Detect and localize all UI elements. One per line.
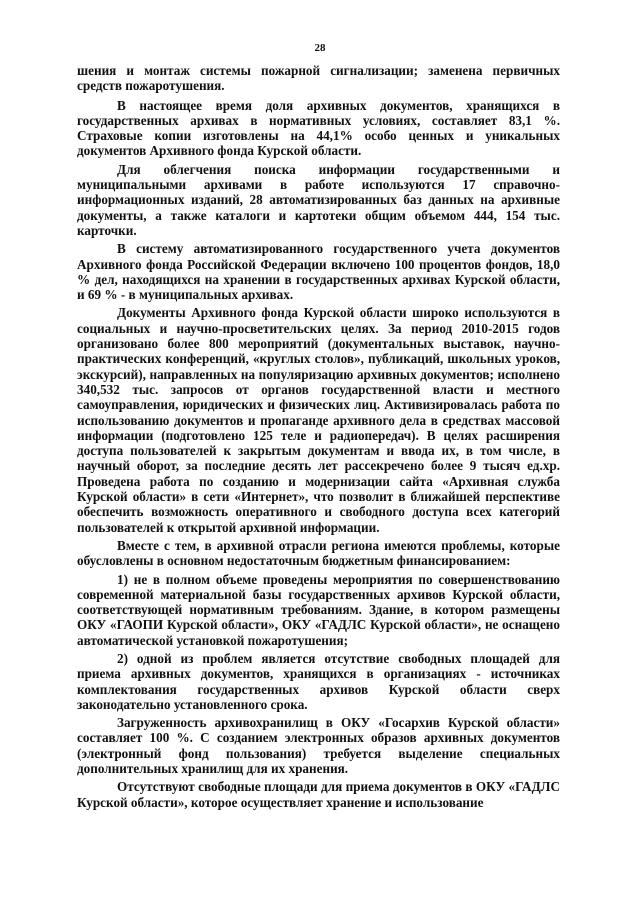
paragraph-automated-accounting: В систему автоматизированного государственного учета документов Архивного фонда Российской Федерации включено 100 процентов фондов, 18,0 % дел, находящихся на хранении в государственных архивах Курской области, и 69 % - в муниципальных архивах. xyxy=(77,241,560,303)
paragraph-document-usage: Документы Архивного фонда Курской области широко используются в социальных и научно-просветительских целях. За период 2010-2015 годов организовано более 800 мероприятий (документальных выставок, научно-практических конференций, «круглых столов», публикаций, школьных уроков, экскурсий), направленных на популяризацию архивных документов; исполнено 340,532 тыс. запросов от органов государственной власти и местного самоуправления, юридических и физических лиц. Активизировалась работа по использованию документов и пропаганде архивного дела в средствах массовой информации (подготовлено 125 теле и радиопередач). В целях расширения доступа пользователей к закрытым документам и ввода их, в том числе, в научный оборот, за последние десять лет рассекречено более 9 тысяч ед.хр. Проведена работа по созданию и модернизации сайта «Архивная служба Курской области» в сети «Интернет», что позволит в ближайшей перспективе обеспечить возможность оперативного и свободного доступа всех категорий пользователей к открытой архивной информации. xyxy=(77,305,560,535)
paragraph-problem-2: 2) одной из проблем является отсутствие свободных площадей для приема архивных документов, хранящихся в организациях - источниках комплектования государственных архивов Курской области сверх законодательно установленного срока. xyxy=(77,650,560,712)
paragraph-search-tools: Для облегчения поиска информации государственными и муниципальными архивами в работе используются 17 справочно-информационных изданий, 28 автоматизированных баз данных на архивные документы, а также каталоги и картотеки общим объемом 444, 154 тыс. карточки. xyxy=(77,161,560,238)
paragraph-problems-intro: Вместе с тем, в архивной отрасли региона имеются проблемы, которые обусловлены в основном недостаточным бюджетным финансированием: xyxy=(77,537,560,569)
document-body xyxy=(77,63,560,813)
page-number: 28 xyxy=(314,42,326,54)
paragraph-problem-1: 1) не в полном объеме проведены мероприятия по совершенствованию современной материальной базы государственных архивов Курской области, соответствующей нормативным требованиям. Здание, в котором размещены ОКУ «ГАОПИ Курской области», ОКУ «ГАДЛС Курской области», не оснащено автоматической установкой пожаротушения; xyxy=(77,571,560,648)
paragraph-storage-load: Загруженность архивохранилищ в ОКУ «Госархив Курской области» составляет 100 %. С созданием электронных образов архивных документов (электронный фонд пользования) требуется выделение специальных дополнительных хранилищ для их хранения. xyxy=(77,715,560,777)
paragraph-continuation: шения и монтаж системы пожарной сигнализации; заменена первичных средств пожаротушения. xyxy=(77,63,560,94)
paragraph-archive-conditions: В настоящее время доля архивных документов, хранящихся в государственных архивах в нормативных условиях, составляет 83,1 %. Страховые копии изготовлены на 44,1% особо ценных и уникальных документов Архивного фонда Курской области. xyxy=(77,97,560,159)
paragraph-free-space: Отсутствуют свободные площади для приема документов в ОКУ «ГАДЛС Курской области», которое осуществляет хранение и использование xyxy=(77,779,560,810)
